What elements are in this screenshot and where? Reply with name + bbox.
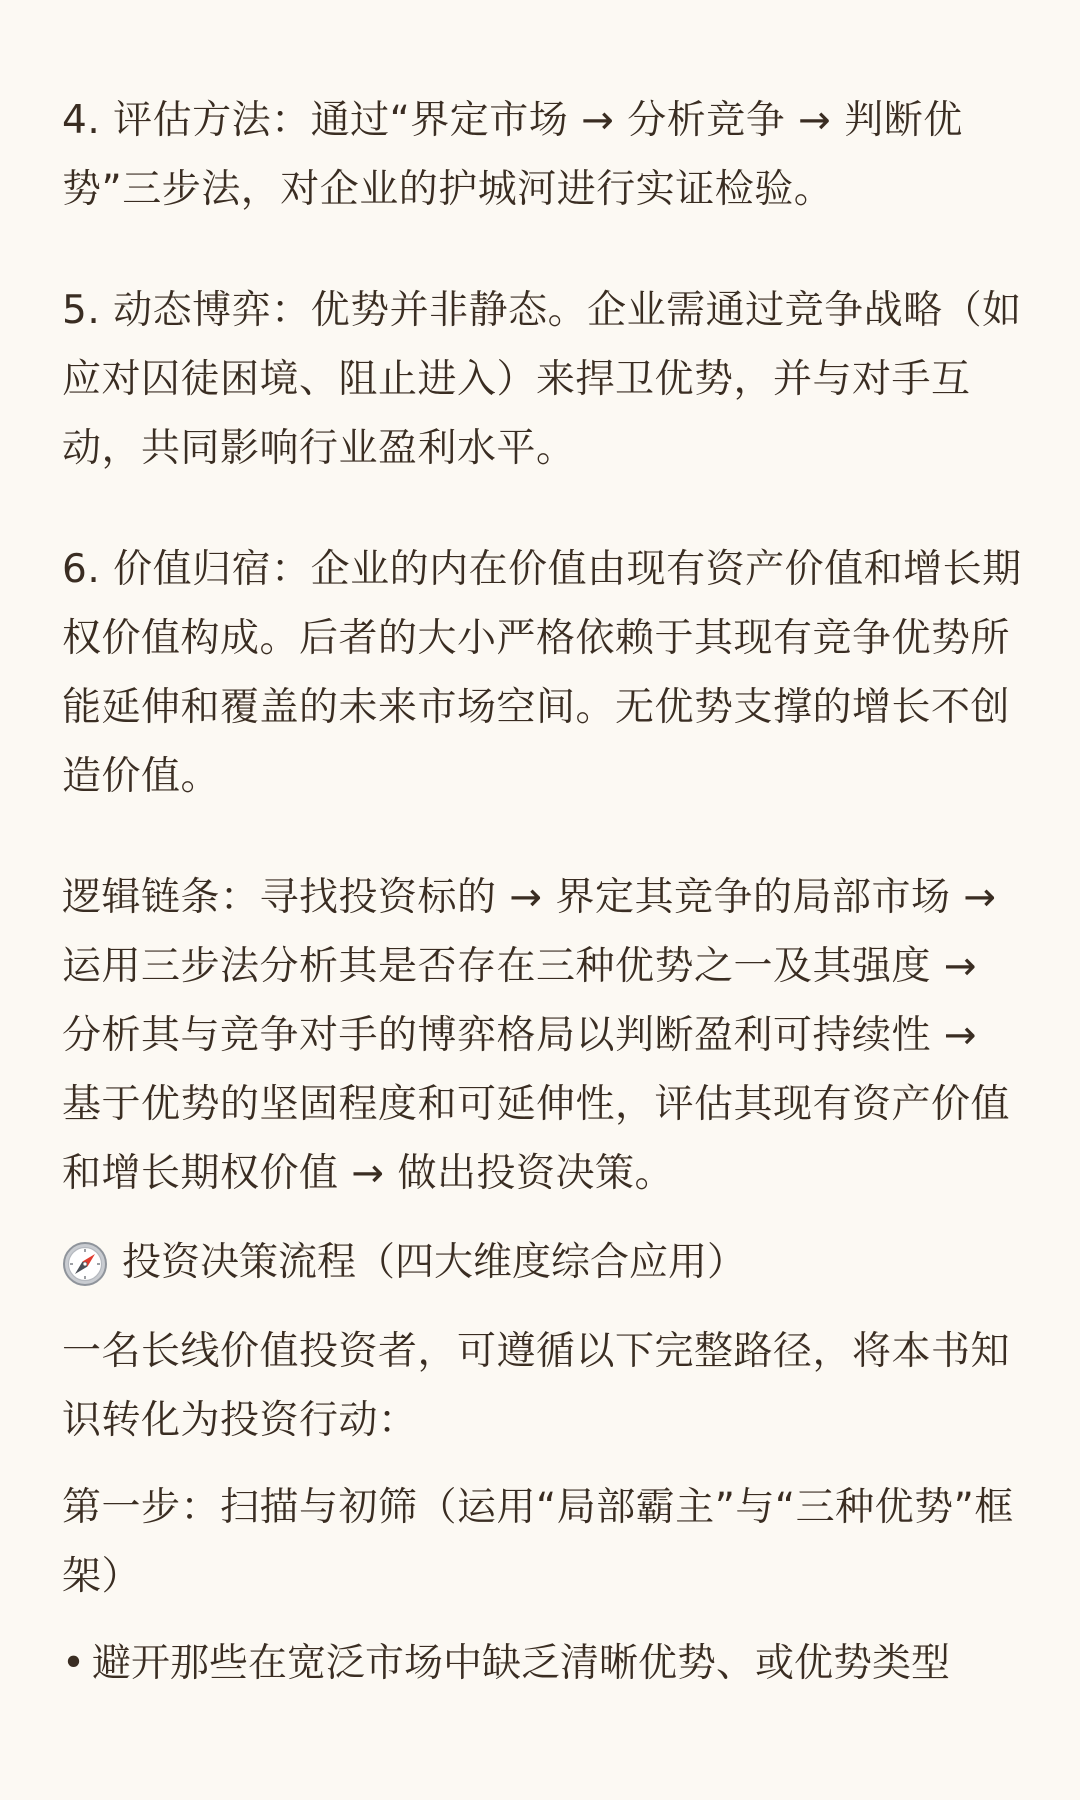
paragraph-logic-chain: 逻辑链条：寻找投资标的 → 界定其竞争的局部市场 → 运用三步法分析其是否存在三种优势之一及其强度 → 分析其与竞争对手的博弈格局以判断盈利可持续性 → 基于优势的坚固程度和可延伸性，评估其现有资产价值和增长期权价值 → 做出投资决策。	[62, 875, 1011, 1196]
paragraph-evaluation-method: 4. 评估方法：通过“界定市场 → 分析竞争 → 判断优势”三步法，对企业的护城河进行实证检验。	[62, 98, 963, 212]
paragraph-value-destination: 6. 价值归宿：企业的内在价值由现有资产价值和增长期权价值构成。后者的大小严格依赖于其现有竞争优势所能延伸和覆盖的未来市场空间。无优势支撑的增长不创造价值。	[62, 547, 1022, 799]
section-intro: 一名长线价值投资者，可遵循以下完整路径，将本书知识转化为投资行动：	[62, 1329, 1011, 1443]
step-one-title: 第一步：扫描与初筛（运用“局部霸主”与“三种优势”框架）	[62, 1485, 1014, 1599]
bullet-dot-icon: •	[62, 1641, 86, 1686]
section-title: 投资决策流程（四大维度综合应用）	[122, 1240, 747, 1285]
section-heading	[62, 1228, 1022, 1297]
paragraph-dynamic-game: 5. 动态博弈：优势并非静态。企业需通过竞争战略（如应对囚徒困境、阻止进入）来捍卫优势，并与对手互动，共同影响行业盈利水平。	[62, 288, 1022, 471]
list-item-text: 避开那些在宽泛市场中缺乏清晰优势、或优势类型	[92, 1641, 951, 1686]
compass-icon	[62, 1240, 108, 1286]
list-item	[62, 1629, 1022, 1698]
article-body	[62, 86, 1022, 1698]
